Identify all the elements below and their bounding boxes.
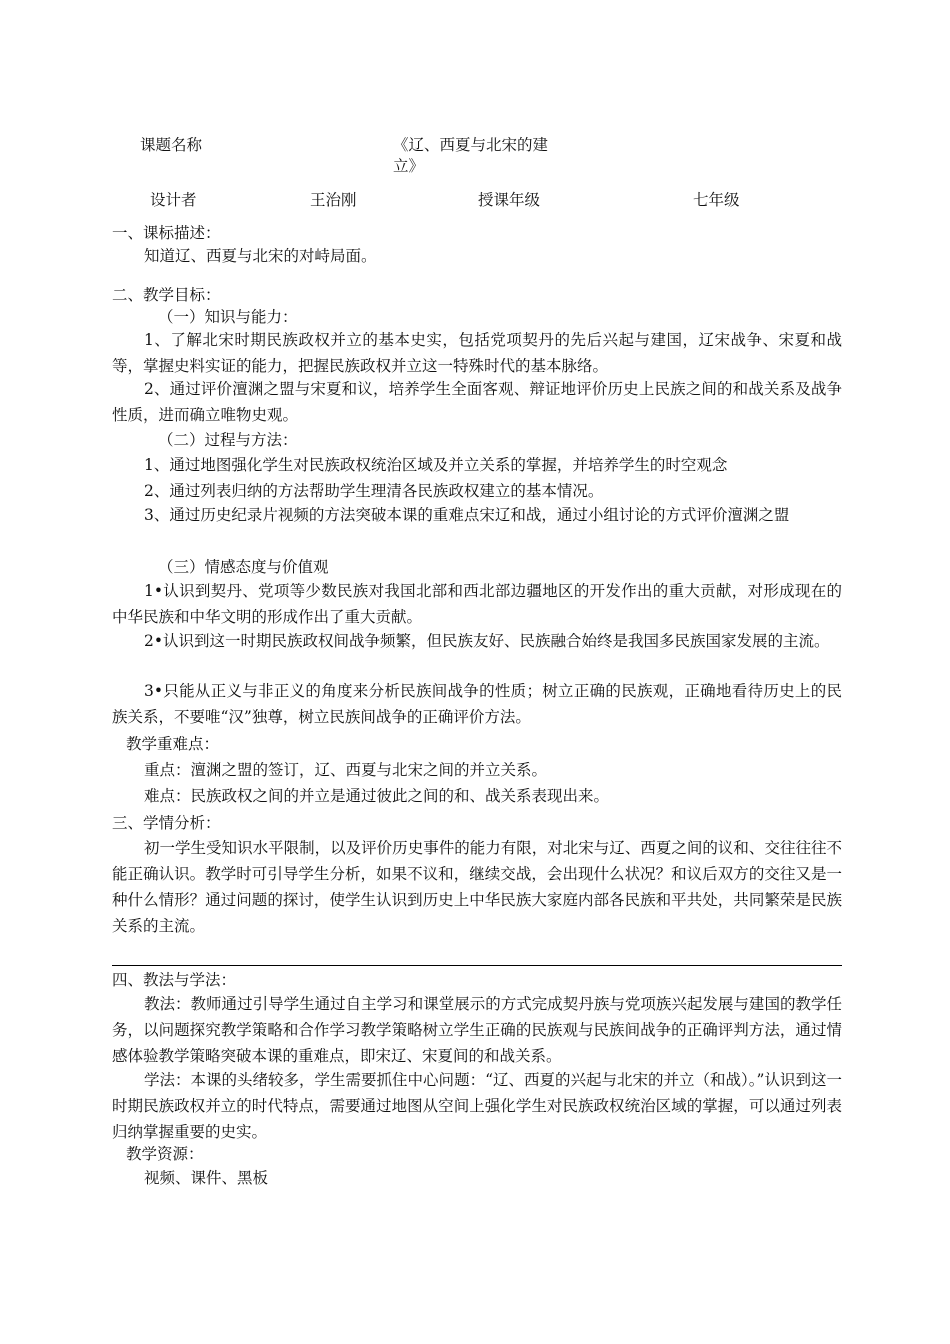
- section-heading-objectives: 二、教学目标：: [112, 286, 221, 304]
- knowledge-item-1: 1、了解北宋时期民族政权并立的基本史实，包括党项契丹的先后兴起与建国，辽宋战争、宋夏和战等，掌握史料实证的能力，把握民族政权并立这一特殊时代的基本脉络。: [112, 331, 842, 375]
- designer-value: 王治刚: [310, 191, 357, 209]
- section-heading-curriculum: 一、课标描述：: [112, 224, 221, 242]
- section-heading-methods: 四、教法与学法：: [112, 971, 237, 989]
- section-heading-analysis: 三、学情分析：: [112, 814, 221, 832]
- analysis-text: 初一学生受知识水平限制，以及评价历史事件的能力有限，对北宋与辽、西夏之间的议和、交往往往不能正确认识。教学时可引导学生分析，如果不议和，继续交战，会出现什么状况？和议后双方的交往又是一种什么情形？通过问题的探讨，使学生认识到历史上中华民族大家庭内部各民族和平共处，共同繁荣是民族关系的主流。: [112, 839, 842, 935]
- key-point-text: 重点：澶渊之盟的签订，辽、西夏与北宋之间的并立关系。: [144, 761, 548, 779]
- difficult-point-text: 难点：民族政权之间的并立是通过彼此之间的和、战关系表现出来。: [144, 787, 610, 805]
- values-item-2: 2•认识到这一时期民族政权间战争频繁，但民族友好、民族融合始终是我国多民族国家发展的主流。: [144, 632, 830, 650]
- subheading-knowledge: （一）知识与能力：: [158, 308, 298, 326]
- topic-label: 课题名称: [140, 136, 203, 154]
- topic-value-line1: 《辽、西夏与北宋的建: [393, 136, 549, 154]
- grade-label: 授课年级: [478, 191, 541, 209]
- resources-heading: 教学资源：: [126, 1145, 204, 1163]
- method-item-1: 1、通过地图强化学生对民族政权统治区域及并立关系的掌握，并培养学生的时空观念: [144, 456, 728, 474]
- method-item-2: 2、通过列表归纳的方法帮助学生理清各民族政权建立的基本情况。: [144, 482, 604, 500]
- values-item-1: 1•认识到契丹、党项等少数民族对我国北部和西北部边疆地区的开发作出的重大贡献，对形成现在的中华民族和中华文明的形成作出了重大贡献。: [112, 582, 842, 626]
- subheading-values: （三）情感态度与价值观: [158, 558, 329, 576]
- designer-label: 设计者: [150, 191, 197, 209]
- method-item-3: 3、通过历史纪录片视频的方法突破本课的重难点宋辽和战，通过小组讨论的方式评价澶渊之盟: [144, 506, 790, 524]
- topic-value-line2: 立》: [393, 157, 425, 175]
- learning-method-text: 学法：本课的头绪较多，学生需要抓住中心问题：“辽、西夏的兴起与北宋的并立（和战）。”认识到这一时期民族政权并立的时代特点，需要通过地图从空间上强化学生对民族政权统治区域的掌握，可以通过列表归纳掌握重要的史实。: [112, 1071, 842, 1141]
- resources-text: 视频、课件、黑板: [144, 1169, 269, 1187]
- section-divider: [112, 965, 842, 966]
- curriculum-text: 知道辽、西夏与北宋的对峙局面。: [144, 247, 377, 265]
- key-points-heading: 教学重难点：: [126, 735, 220, 753]
- grade-value: 七年级: [693, 191, 740, 209]
- knowledge-item-2: 2、通过评价澶渊之盟与宋夏和议，培养学生全面客观、辩证地评价历史上民族之间的和战关系及战争性质，进而确立唯物史观。: [112, 380, 842, 424]
- values-item-3: 3•只能从正义与非正义的角度来分析民族间战争的性质；树立正确的民族观，正确地看待历史上的民族关系，不要唯“汉”独尊，树立民族间战争的正确评价方法。: [112, 682, 842, 726]
- subheading-process: （二）过程与方法：: [158, 431, 298, 449]
- teaching-method-text: 教法：教师通过引导学生通过自主学习和课堂展示的方式完成契丹族与党项族兴起发展与建国的教学任务，以问题探究教学策略和合作学习教学策略树立学生正确的民族观与民族间战争的正确评判方法，通过情感体验教学策略突破本课的重难点，即宋辽、宋夏间的和战关系。: [112, 995, 842, 1065]
